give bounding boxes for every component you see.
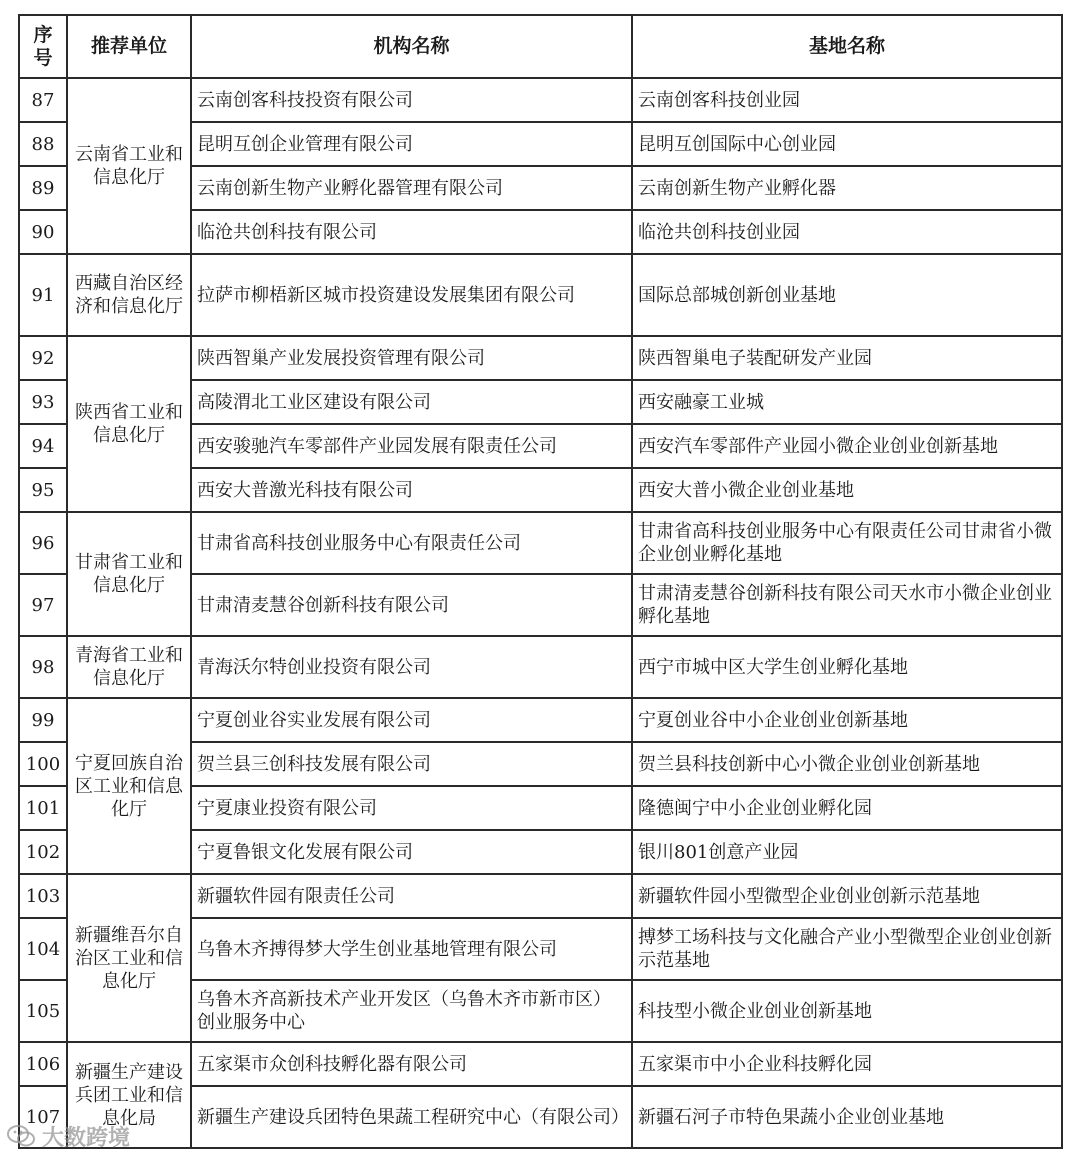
row-index: 89 bbox=[19, 166, 67, 210]
org-name: 贺兰县三创科技发展有限公司 bbox=[191, 742, 632, 786]
org-name: 甘肃清麦慧谷创新科技有限公司 bbox=[191, 574, 632, 636]
base-name: 五家渠市中小企业科技孵化园 bbox=[632, 1042, 1062, 1086]
header-unit: 推荐单位 bbox=[67, 15, 191, 78]
row-index: 98 bbox=[19, 636, 67, 698]
base-name: 西安融豪工业城 bbox=[632, 380, 1062, 424]
recommending-unit: 新疆维吾尔自治区工业和信息化厅 bbox=[67, 874, 191, 1042]
org-name: 西安骏驰汽车零部件产业园发展有限责任公司 bbox=[191, 424, 632, 468]
org-name: 宁夏鲁银文化发展有限公司 bbox=[191, 830, 632, 874]
row-index: 105 bbox=[19, 980, 67, 1042]
row-index: 96 bbox=[19, 512, 67, 574]
row-index: 103 bbox=[19, 874, 67, 918]
table-row bbox=[19, 78, 1062, 122]
row-index: 104 bbox=[19, 918, 67, 980]
base-name: 西安汽车零部件产业园小微企业创业创新基地 bbox=[632, 424, 1062, 468]
org-name: 陕西智巢产业发展投资管理有限公司 bbox=[191, 336, 632, 380]
base-name: 云南创新生物产业孵化器 bbox=[632, 166, 1062, 210]
org-name: 青海沃尔特创业投资有限公司 bbox=[191, 636, 632, 698]
header-index: 序号 bbox=[19, 15, 67, 78]
recommending-unit: 陕西省工业和信息化厅 bbox=[67, 336, 191, 512]
base-name: 甘肃省高科技创业服务中心有限责任公司甘肃省小微企业创业孵化基地 bbox=[632, 512, 1062, 574]
row-index: 94 bbox=[19, 424, 67, 468]
org-name: 宁夏康业投资有限公司 bbox=[191, 786, 632, 830]
row-index: 99 bbox=[19, 698, 67, 742]
org-name: 临沧共创科技有限公司 bbox=[191, 210, 632, 254]
base-name: 甘肃清麦慧谷创新科技有限公司天水市小微企业创业孵化基地 bbox=[632, 574, 1062, 636]
base-name: 国际总部城创新创业基地 bbox=[632, 254, 1062, 336]
row-index: 92 bbox=[19, 336, 67, 380]
base-name: 宁夏创业谷中小企业创业创新基地 bbox=[632, 698, 1062, 742]
table-row bbox=[19, 636, 1062, 698]
table-header-row bbox=[19, 15, 1062, 78]
recommending-unit: 甘肃省工业和信息化厅 bbox=[67, 512, 191, 636]
base-name: 新疆石河子市特色果蔬小企业创业基地 bbox=[632, 1086, 1062, 1148]
recommending-unit: 云南省工业和信息化厅 bbox=[67, 78, 191, 254]
base-name: 临沧共创科技创业园 bbox=[632, 210, 1062, 254]
org-name: 西安大普激光科技有限公司 bbox=[191, 468, 632, 512]
recommending-unit: 新疆生产建设兵团工业和信息化局 bbox=[67, 1042, 191, 1148]
base-name: 搏梦工场科技与文化融合产业小型微型企业创业创新示范基地 bbox=[632, 918, 1062, 980]
row-index: 90 bbox=[19, 210, 67, 254]
table-row bbox=[19, 512, 1062, 574]
row-index: 87 bbox=[19, 78, 67, 122]
recommending-unit: 青海省工业和信息化厅 bbox=[67, 636, 191, 698]
header-org: 机构名称 bbox=[191, 15, 632, 78]
table-row bbox=[19, 1042, 1062, 1086]
org-name: 五家渠市众创科技孵化器有限公司 bbox=[191, 1042, 632, 1086]
recommending-unit: 宁夏回族自治区工业和信息化厅 bbox=[67, 698, 191, 874]
base-name: 西安大普小微企业创业基地 bbox=[632, 468, 1062, 512]
org-name: 拉萨市柳梧新区城市投资建设发展集团有限公司 bbox=[191, 254, 632, 336]
org-name: 新疆生产建设兵团特色果蔬工程研究中心（有限公司） bbox=[191, 1086, 632, 1148]
row-index: 93 bbox=[19, 380, 67, 424]
row-index: 101 bbox=[19, 786, 67, 830]
header-base: 基地名称 bbox=[632, 15, 1062, 78]
base-name: 科技型小微企业创业创新基地 bbox=[632, 980, 1062, 1042]
row-index: 97 bbox=[19, 574, 67, 636]
row-index: 102 bbox=[19, 830, 67, 874]
base-name: 陕西智巢电子装配研发产业园 bbox=[632, 336, 1062, 380]
base-name: 隆德闽宁中小企业创业孵化园 bbox=[632, 786, 1062, 830]
recommending-unit: 西藏自治区经济和信息化厅 bbox=[67, 254, 191, 336]
org-name: 昆明互创企业管理有限公司 bbox=[191, 122, 632, 166]
base-name: 昆明互创国际中心创业园 bbox=[632, 122, 1062, 166]
org-name: 甘肃省高科技创业服务中心有限责任公司 bbox=[191, 512, 632, 574]
table-row bbox=[19, 698, 1062, 742]
table-row bbox=[19, 336, 1062, 380]
row-index: 91 bbox=[19, 254, 67, 336]
row-index: 88 bbox=[19, 122, 67, 166]
table-row bbox=[19, 874, 1062, 918]
watermark bbox=[6, 1120, 130, 1152]
base-name: 云南创客科技创业园 bbox=[632, 78, 1062, 122]
watermark-text: 大数跨境 bbox=[42, 1125, 131, 1151]
row-index: 100 bbox=[19, 742, 67, 786]
wechat-logo-icon bbox=[6, 1122, 36, 1150]
row-index: 106 bbox=[19, 1042, 67, 1086]
org-name: 宁夏创业谷实业发展有限公司 bbox=[191, 698, 632, 742]
table-row bbox=[19, 254, 1062, 336]
enterprise-base-table bbox=[18, 14, 1063, 1149]
base-name: 贺兰县科技创新中心小微企业创业创新基地 bbox=[632, 742, 1062, 786]
base-name: 新疆软件园小型微型企业创业创新示范基地 bbox=[632, 874, 1062, 918]
org-name: 乌鲁木齐搏得梦大学生创业基地管理有限公司 bbox=[191, 918, 632, 980]
org-name: 云南创客科技投资有限公司 bbox=[191, 78, 632, 122]
row-index: 107 bbox=[19, 1086, 67, 1148]
row-index: 95 bbox=[19, 468, 67, 512]
org-name: 新疆软件园有限责任公司 bbox=[191, 874, 632, 918]
base-name: 银川801创意产业园 bbox=[632, 830, 1062, 874]
org-name: 高陵渭北工业区建设有限公司 bbox=[191, 380, 632, 424]
org-name: 乌鲁木齐高新技术产业开发区（乌鲁木齐市新市区）创业服务中心 bbox=[191, 980, 632, 1042]
org-name: 云南创新生物产业孵化器管理有限公司 bbox=[191, 166, 632, 210]
base-name: 西宁市城中区大学生创业孵化基地 bbox=[632, 636, 1062, 698]
